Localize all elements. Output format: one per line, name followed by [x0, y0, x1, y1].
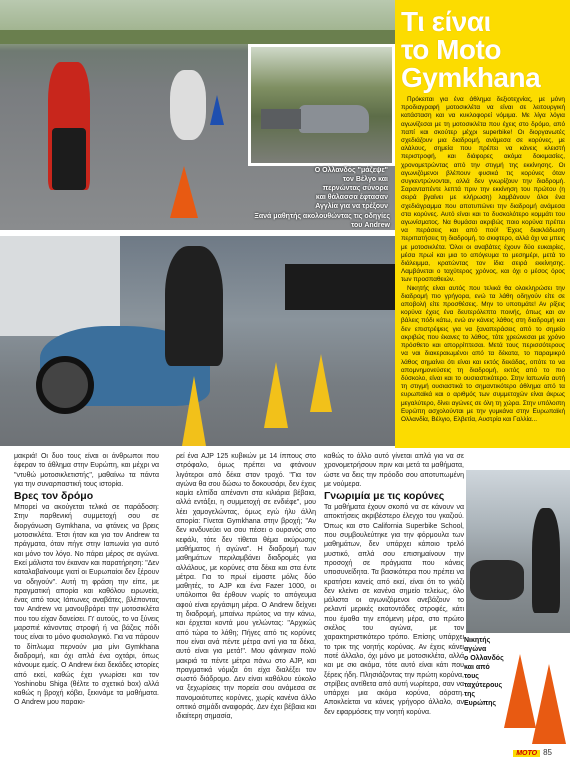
column-1 [14, 452, 159, 708]
caption-ride: Ξανά μαθητής ακολουθώντας τις οδηγίες του Andrew [254, 213, 390, 229]
cone-orange-2 [532, 664, 566, 744]
body-paragraph: ρεί ένα AJP 125 κυβικών με 14 ίππους στο στρόφαλο, όμως πρέπει να φτάνουν λιγότεροι από δέκα στον τροχό. "Για τον αγώνα θα σου δώσω το δοκουσάρι, δεν έχεις καμία ελπίδα απέναντι στα κιλιάρια βέβαια, αλλά εντάξει, η συμμετοχή σε ενδιέφε", μου λέει χαμογελώντας, όμως εγώ ήλυ άλλη απορία: Γίνεται Gymkhana στην βροχή; "Αν δεν κινδυνεύει να σου πέσει ο ουρανός στο κεφάλι, τότε δεν τίθεται θέμα ακύρωσης μαθήματος ή αγώνα". Η διαδρομή των μαθημάτων περιλαμβάνει διαδρομές για αλλάλους, με κορύνες στα δέκα και στα έντε μέτρα. Για το πρωί είμαστε μόλις δύο μαθητές, το AJP και ένα Fazer 1000, οι υπόλοιποι θα έρθουν νωρίς το απόγευμα αφού είναι εργάσιμη μέρα. Ο Andrew δείχνει τη διαδρομή, μπαίνω πρώτος να την κάνω, και έρχεται κοντά μου γελώντας: "Αρχικώς από τώρα το λάθη; Πήγες από τις κορύνες που είναι ανά πέντε μέτρα αντί για τα δέκα, αυτό είναι για μετά!". Μου φάνηκαν πολύ μακριά τα πέντε μέτρα πάνω στο AJP, και πραγματικά νόμιζα ότι είχα διαλέξει τον σωστό διάδρομο. Δεν είναι καθόλου εύκολο να ξεχωρίσεις την πορεία σου ανάμεσα σε πανομοιότυπες κορύνες, χωρίς κανένα άλλο οπτικό σημάδι αναφοράς. Δεν έχει βέβαια και ιδιαίτερη σημασία, [176, 453, 316, 721]
photo-winner [466, 470, 570, 633]
winner-figure [532, 508, 560, 613]
photo-grass-strip [0, 30, 395, 44]
cone-yellow-3 [310, 354, 332, 412]
winner-bike [470, 560, 524, 600]
section-heading: Γνωριμία με τις κορύνες [324, 490, 445, 503]
body-paragraph: Μπορεί να ακούγεται τελικά σε παράδοση: Στην παρθενική συμμετοχή σου σε διοργάνωση Gymkhana, να φτάνεις να βρεις μοτοσικλέτα. Έτσι ήταν και για τον Andrew τα πράγματα, όταν πήγε στην Ιαπωνία για αυτό και μόνο τον λόγο. Νο πάρει μέρος σε αγώνα. Εκεί μάλιστα τον έκαναν και παρατήρηση: "Δεν καταλαβαίνουμε γιατί οι Ευρωπαίοι δεν ξέρουν να οδηγούν". Αυτή τη φράση την είπε, με πραγματική απορία και καθόλου ειρωνεία, ένας από τους Ιάπωνες αναβάτες, βλέποντας τον Andrew να μανουβράρει την μοτοσικλέτα που του είχαν δανείσει. Γι' αυτούς, το να ξύνεις μαρσπιέ κάνοντας στροφή ή να βάζεις πόδι τους είναι το μόνο φυσιολογικό. Για να πάρουν το δίπλωμα περνούν μια μίνι Gymkhana διαδρομή, και όχι απλά ένα οχτάρι, όπως κάνουμε εμείς. Ο Andrew έκει δεκάδες ιστορίες από εκεί, καθώς έχει γνωρίσει και τον Yoshinobu Shiga (θέλτε το σχετικό box) αλλά καθώς η βροχή κόβει, ξεκινάμε τα μαθήματα. Ο Andrew μου παρακι- [14, 504, 159, 707]
sidebar-paragraph: Πρόκειται για ένα άθλημα δεξιοτεχνίας, με μόνη προδιαγραφή μοτοσικλέτα να είναι σε λειτουργική κατάσταση και να κυκλοφορεί νόμιμα. Με λίγα λόγια αγωνίζεσαι με τη μοτοσικλέτα που έχεις στο δρόμο, από παπί και σκούτερ μέχρι superbike! Οι διοργανωτές σχεδιάζουν μια διαδρομή, ανάμεσα σε κορύνες, με αλάλους, σημεία που πρέπει να κάνεις κλειστή περιστροφή, και διάφορες ακόμα δοκιμασίες, χρονομετρώντας από την στιγμή της εκκίνησης. Οι αγωνιζόμενοι βλέπουν φυσικά τις κορύνες όταν συγκεντρώνονται, αλλά δεν γνωρίζουν την διαδρομή. Σαρανταπέντε λεπτά πριν την εκκίνηση του πρώτου (η σειρά βγαίνει με κλήρωση) λαμβάνουν όλοι ένα σχεδιάγραμμα που αποτυπώνει την διαδρομή ανάμεσα στα κορύνες. Αυτό είναι και το δυσκολότερο κομμάτι του αγωνίσματος. Να θυμάσαι ακριβώς ποιο κορύνα πρέπει να περάσεις και από πού! Έχεις διακλάδωση περιπατήσεις τη διαδρομή, το σκιφτερο, αλλά όχι να μπεις με μοτοσικλέτα. Όλοι οι αναβάτες έχουν δύο ευκαιρίες, μέσα πρωί και μια το απόγευμα το μεσημέρι, μετά το διάλειμμα, κρατώντας τον ίδια σειρά εκκίνησης. Λαμβάνεται ο ταχύτερος χρόνος, και όχι ο μέσος όρος των προσπαθειών. [401, 96, 565, 284]
page-number: 85 [543, 748, 552, 757]
instructor-legs [52, 128, 86, 190]
magazine-logo: MOTO [513, 750, 540, 757]
rider-figure [165, 246, 223, 366]
column-3 [324, 452, 464, 717]
column-2 [176, 452, 316, 722]
sidebar-title: Τι είναι το Moto Gymkhana [401, 6, 541, 93]
body-paragraph: Τα μαθήματα έχουν σκοπό να σε κάνουν να αποκτήσεις ακριβέστερο έλεγχο του γκαζιού. Όπως και στο California Superbike School, που συμβουλεύτηκε για την φόρμουλα των μαθημάτων, δεν υπάρχει κάποιο τρελό μυστικό, απλά σου επισημαίνουν την προσοχή σε πράγματα που κάνεις υποσυνείδητα. Τα βασικότερα που πρέπει να κρατήσει κανείς από εκεί, είναι ότι το γκάζι δεν κλείνει σε κανένα σημείο τελείως, όλο μάλιστα οι αγωνιζόμενοι ανεβάζουν το ρελαντί μερικές εκατοντάδες στροφές, κάτι που έμαθα την επόμενη μέρα, στο πρώτο σκέλος του αγώνα, με τον χαρακτηριστικότερο τρόπο. Επίσης υπάρχει το τρικ της νοητής κορύνας. Αν έχεις κάνει ποτέ άλλαλο, όχι μόνο με μοτοσικλέτα, αλλά και με σκι ακόμα, τότε αυτό είναι κάτι που ξέρεις ήδη. Πλησιάζοντας την πρώτη κορύνα, στρίβεις αντίθετα από αυτή νωρίτερα, σαν να υπάρχει μια ακόμα κορύνα, αόρατη. Αποκλείεται να κάνεις γρήγορο άλλαλο, αν δεν εφαρμόσεις την νοητή κορύνα. [324, 504, 464, 716]
sidebar-paragraph: Νικητής είναι αυτός που τελικά θα ολοκληρώσει την διαδρομή πιο γρήγορα, ενώ τα λάθη οδηγούν είτε σε αποβολή είτε προσθέσεις. Μην το υποτιμάτε! Αν ρίξεις κορύνα έχεις ένα δευτερόλεπτο ποινής, όπως και αν βάλεις πόδι κάτω, ενώ αν κάνεις λάθος στη διαδρομή και δεν επιστρέψεις για να ξαναπεράσεις από το σημείο ακριβώς που έκανες το λάθος, τότε χρεώνεσαι με χρόνο πρόσθετο και απορρίπτεσαι. Μετά τους περισσότερους να ναι διακεραιωμένοι από τα δέκατα, το παραμικρό λάθος σημαίνει ότι είναι και εκτός δεκάδας, οπότε το να απομνημονεύσεις τη διαδρομή, εκτός από το πιο δύσκολο, είναι και το ουσιαστικότερο. Στην Ιαπωνία αυτή τη στιγμή ουσιαστικά το σημαντικότερο άθλημα από τα ευρωπαϊκά και ο αριθμός των συμμετοχών είναι άκρως μεγαλύτερο, δίνει αγώνες σε όλη τη χώρα. Στην υπόλοιπη Ευρώπη ασχολούνται με την γυμκάνα στην Ευρωπαϊκή Ολλανδία, Βέλγιο, Ελβετία, Αυστρία και Γαλλία... [401, 284, 565, 423]
car-shape [299, 105, 369, 133]
van-shape [0, 236, 120, 336]
body-paragraph: καθώς το άλλο αυτό γίνεται απλά για να σε χρονομετρήσουν πριν και μετά τα μαθήματα, ώστε να δεις την πρόοδο σου αποτυπωμένη με νούμερα. [324, 453, 464, 488]
traffic-cone [170, 166, 198, 218]
section-heading: Βρες τον δρόμο [14, 490, 94, 503]
sidebar-text [401, 96, 565, 424]
cone-yellow-1 [182, 376, 206, 446]
rider-on-bike [170, 70, 206, 140]
photo-car-trailer-inset [248, 44, 395, 166]
caption-inset: Ο Ολλανδός "μάζεψε" τον Βέλγο και περνώντας σύνορα και θάλασσα έφτασαν Αγγλία για να τρέξουν [314, 167, 388, 210]
truck-shape [285, 264, 395, 310]
photo-rider-leaning [0, 236, 395, 446]
trailer-shape [261, 109, 301, 129]
sidebar-box [395, 0, 570, 448]
cone-yellow-2 [264, 362, 288, 428]
wheel-front [36, 356, 94, 414]
page-footer [513, 748, 552, 757]
traffic-cone-blue [210, 95, 224, 125]
body-paragraph: μακριά! Οι δυο τους είναι οι άνθρωποι που έφεραν το άθλημα στην Ευρώπη, και μέχρι να "ντυθώ μοτοσικλετιστής", μαθαίνω τα πάντα για την συναρπαστική τους ιστορία. [14, 453, 159, 488]
caption-winner: Νικητής αγώνα ο Ολλανδός και από τους ταχύτερους της Ευρώπης [464, 637, 504, 707]
